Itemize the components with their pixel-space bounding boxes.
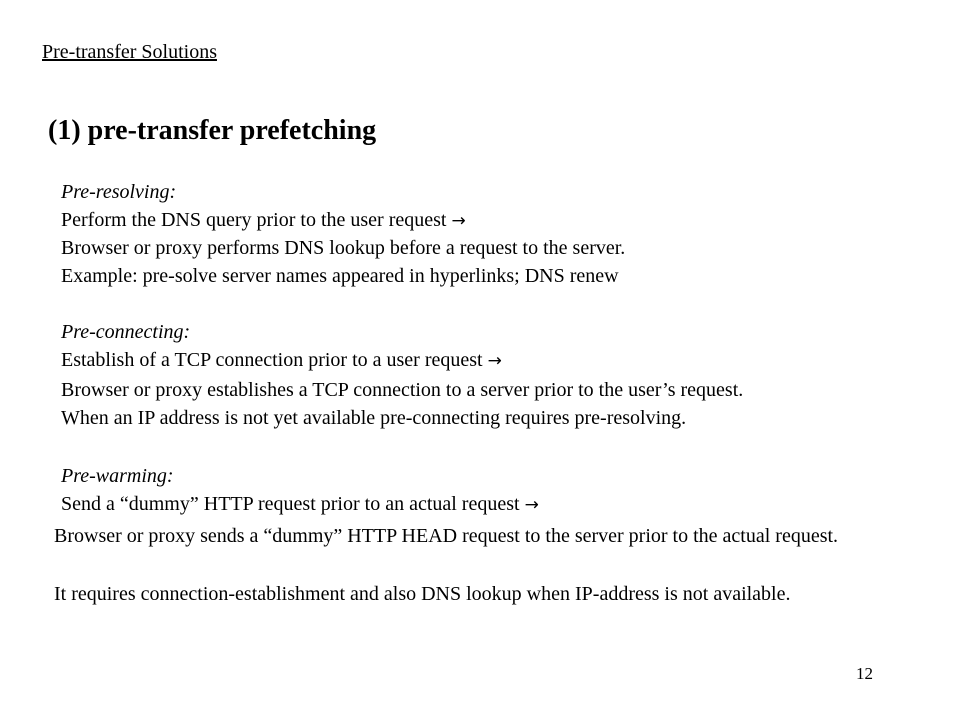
pre-resolving-line-2: Browser or proxy performs DNS lookup before a request to the server. bbox=[61, 237, 626, 259]
page-number: 12 bbox=[856, 664, 873, 683]
pre-connecting-line-1-text: Establish of a TCP connection prior to a user request bbox=[61, 349, 483, 371]
pre-resolving-line-1-text: Perform the DNS query prior to the user request bbox=[61, 209, 447, 231]
pre-resolving-line-1 bbox=[61, 208, 466, 233]
pre-connecting-line-3: When an IP address is not yet available pre-connecting requires pre-resolving. bbox=[61, 407, 687, 429]
pre-warming-paragraph-2-text: It requires connection-establishment and also DNS lookup when IP-address is not available. bbox=[54, 583, 791, 605]
main-heading: (1) pre-transfer prefetching bbox=[48, 115, 377, 146]
pre-connecting-line-1 bbox=[61, 348, 502, 373]
pre-warming-paragraph-1-text: Browser or proxy sends a “dummy” HTTP HEAD request to the server prior to the actual request. bbox=[54, 525, 839, 547]
arrow-right-icon: → bbox=[524, 495, 539, 515]
pre-connecting-title: Pre-connecting: bbox=[61, 321, 191, 343]
section-title: Pre-transfer Solutions bbox=[42, 41, 217, 63]
pre-warming-paragraph-2 bbox=[40, 580, 910, 608]
arrow-right-icon: → bbox=[451, 211, 466, 231]
pre-warming-line-1 bbox=[61, 492, 539, 517]
pre-resolving-title: Pre-resolving: bbox=[61, 181, 177, 203]
pre-warming-title: Pre-warming: bbox=[61, 465, 174, 487]
pre-resolving-line-3: Example: pre-solve server names appeared in hyperlinks; DNS renew bbox=[61, 265, 619, 287]
pre-warming-line-1-text: Send a “dummy” HTTP request prior to an actual request bbox=[61, 493, 520, 515]
arrow-right-icon: → bbox=[487, 351, 502, 371]
pre-connecting-line-2: Browser or proxy establishes a TCP connection to a server prior to the user’s request. bbox=[61, 379, 744, 401]
pre-warming-paragraph-1 bbox=[40, 522, 910, 550]
